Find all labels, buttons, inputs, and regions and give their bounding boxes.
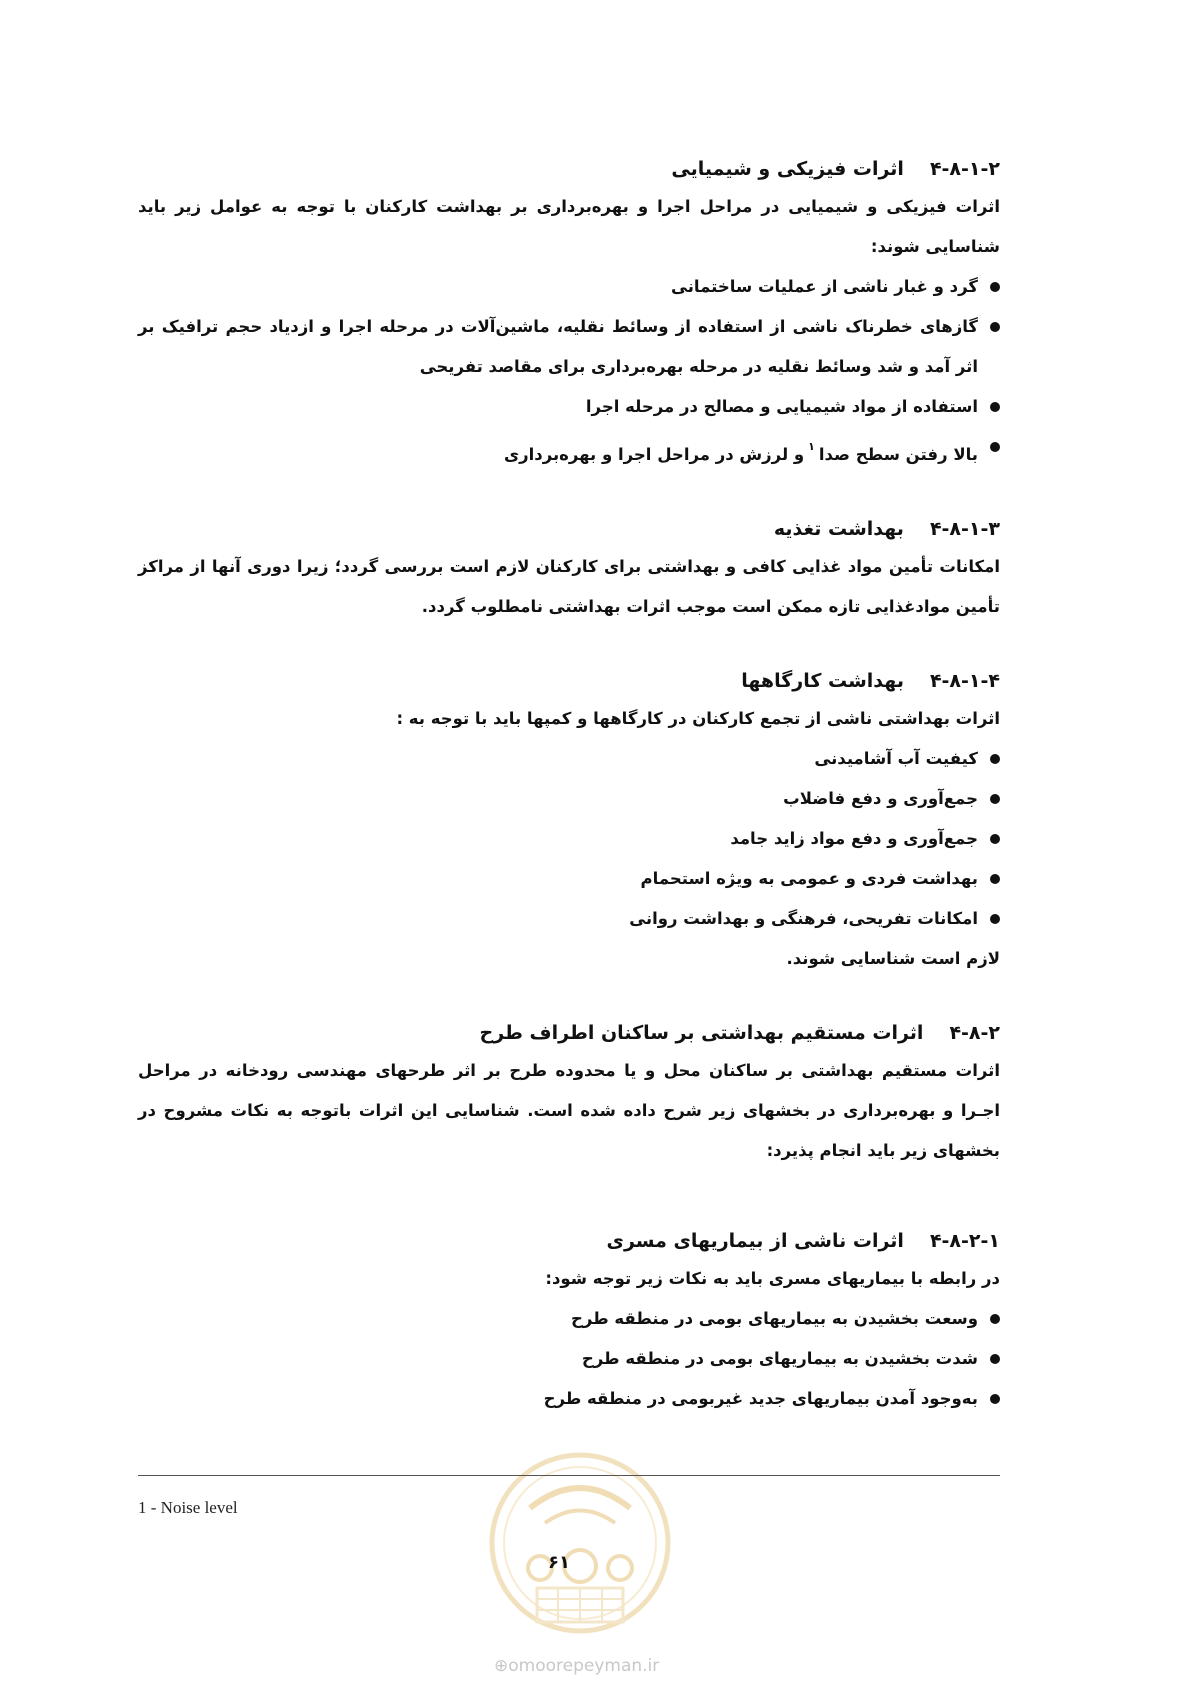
document-page [138,0,1000,1684]
section-infectious-diseases [138,1225,1000,1419]
section-number: ۴-۸-۱-۲ [929,158,1000,180]
watermark-site-text: omoorepeyman.ir [508,1656,660,1676]
list-item [138,427,1000,475]
bullet-list [138,739,1000,939]
section-number: ۴-۸-۲ [949,1022,1000,1044]
section-intro: اثرات فیزیکی و شیمیایی در مراحل اجرا و بهره‌برداری بر بهداشت کارکنان با توجه به عوامل زیر باید شناسایی شوند: [138,197,1000,256]
section-intro: در رابطه با بیماریهای مسری باید به نکات زیر توجه شود: [545,1269,1000,1288]
list-item: کیفیت آب آشامیدنی [138,739,1000,779]
list-item-text: بالا رفتن سطح صدا [818,445,978,464]
section-intro: اثرات بهداشتی ناشی از تجمع کارکنان در کارگاهها و کمپها باید با توجه به : [396,709,1000,728]
section-title: اثرات فیزیکی و شیمیایی [671,158,904,180]
section-number: ۴-۸-۱-۴ [929,670,1000,692]
list-item: امکانات تفریحی، فرهنگی و بهداشت روانی [138,899,1000,939]
footnote-divider [138,1475,1000,1476]
section-nutrition [138,513,1000,627]
list-item: شدت بخشیدن به بیماریهای بومی در منطقه طرح [138,1339,1000,1379]
page-number: ۶۱ [548,1552,570,1573]
list-item: گازهای خطرناک ناشی از استفاده از وسائط نقلیه، ماشین‌آلات در مرحله اجرا و ازدیاد حجم ترافیک بر اثر آمد و شد وسائط نقلیه در مرحله بهره‌برداری برای مقاصد تفریحی [138,307,1000,387]
section-heading [138,1225,1000,1257]
section-title: اثرات مستقیم بهداشتی بر ساکنان اطراف طرح [479,1022,924,1044]
watermark-site [494,1656,659,1676]
section-physical-chemical [138,153,1000,475]
section-number: ۴-۸-۲-۱ [929,1230,1000,1252]
list-item: بهداشت فردی و عمومی به ویژه استحمام [138,859,1000,899]
list-item: گرد و غبار ناشی از عملیات ساختمانی [138,267,1000,307]
section-worksites [138,665,1000,979]
list-item: به‌وجود آمدن بیماریهای جدید غیربومی در منطقه طرح [138,1379,1000,1419]
footnote: 1 - Noise level [138,1498,238,1517]
watermark-seal-logo [485,1448,675,1638]
section-number: ۴-۸-۱-۳ [929,518,1000,540]
section-heading [138,513,1000,545]
globe-icon: ⊕ [494,1656,509,1676]
section-text: امکانات تأمین مواد غذایی کافی و بهداشتی برای کارکنان لازم است بررسی گردد؛ زیرا دوری آنها از مراکز تأمین موادغذایی تازه ممکن است موجب اثرات بهداشتی نامطلوب گردد. [138,557,1000,616]
list-item: جمع‌آوری و دفع مواد زاید جامد [138,819,1000,859]
section-title: اثرات ناشی از بیماریهای مسری [606,1230,904,1252]
section-heading [138,665,1000,697]
list-item: وسعت بخشیدن به بیماریهای بومی در منطقه طرح [138,1299,1000,1339]
section-direct-effects [138,1017,1000,1171]
section-outro: لازم است شناسایی شوند. [786,949,1000,968]
section-heading [138,153,1000,185]
list-item: استفاده از مواد شیمیایی و مصالح در مرحله اجرا [138,387,1000,427]
section-title: بهداشت کارگاهها [741,670,904,692]
footnote-marker: ۱ [808,440,815,453]
section-title: بهداشت تغذیه [773,518,904,540]
list-item-text: و لرزش در مراحل اجرا و بهره‌برداری [503,445,805,464]
bullet-list [138,267,1000,475]
list-item: جمع‌آوری و دفع فاضلاب [138,779,1000,819]
section-heading [138,1017,1000,1049]
bullet-list [138,1299,1000,1419]
section-text: اثرات مستقیم بهداشتی بر ساکنان محل و یا محدوده طرح بر اثر طرحهای مهندسی رودخانه در مراحل اجـرا و بهره‌برداری در بخشهای زیر شرح داده شده است. شناسایی این اثرات باتوجه به نکات مشروح در بخشهای زیر باید انجام پذیرد: [138,1061,1000,1160]
